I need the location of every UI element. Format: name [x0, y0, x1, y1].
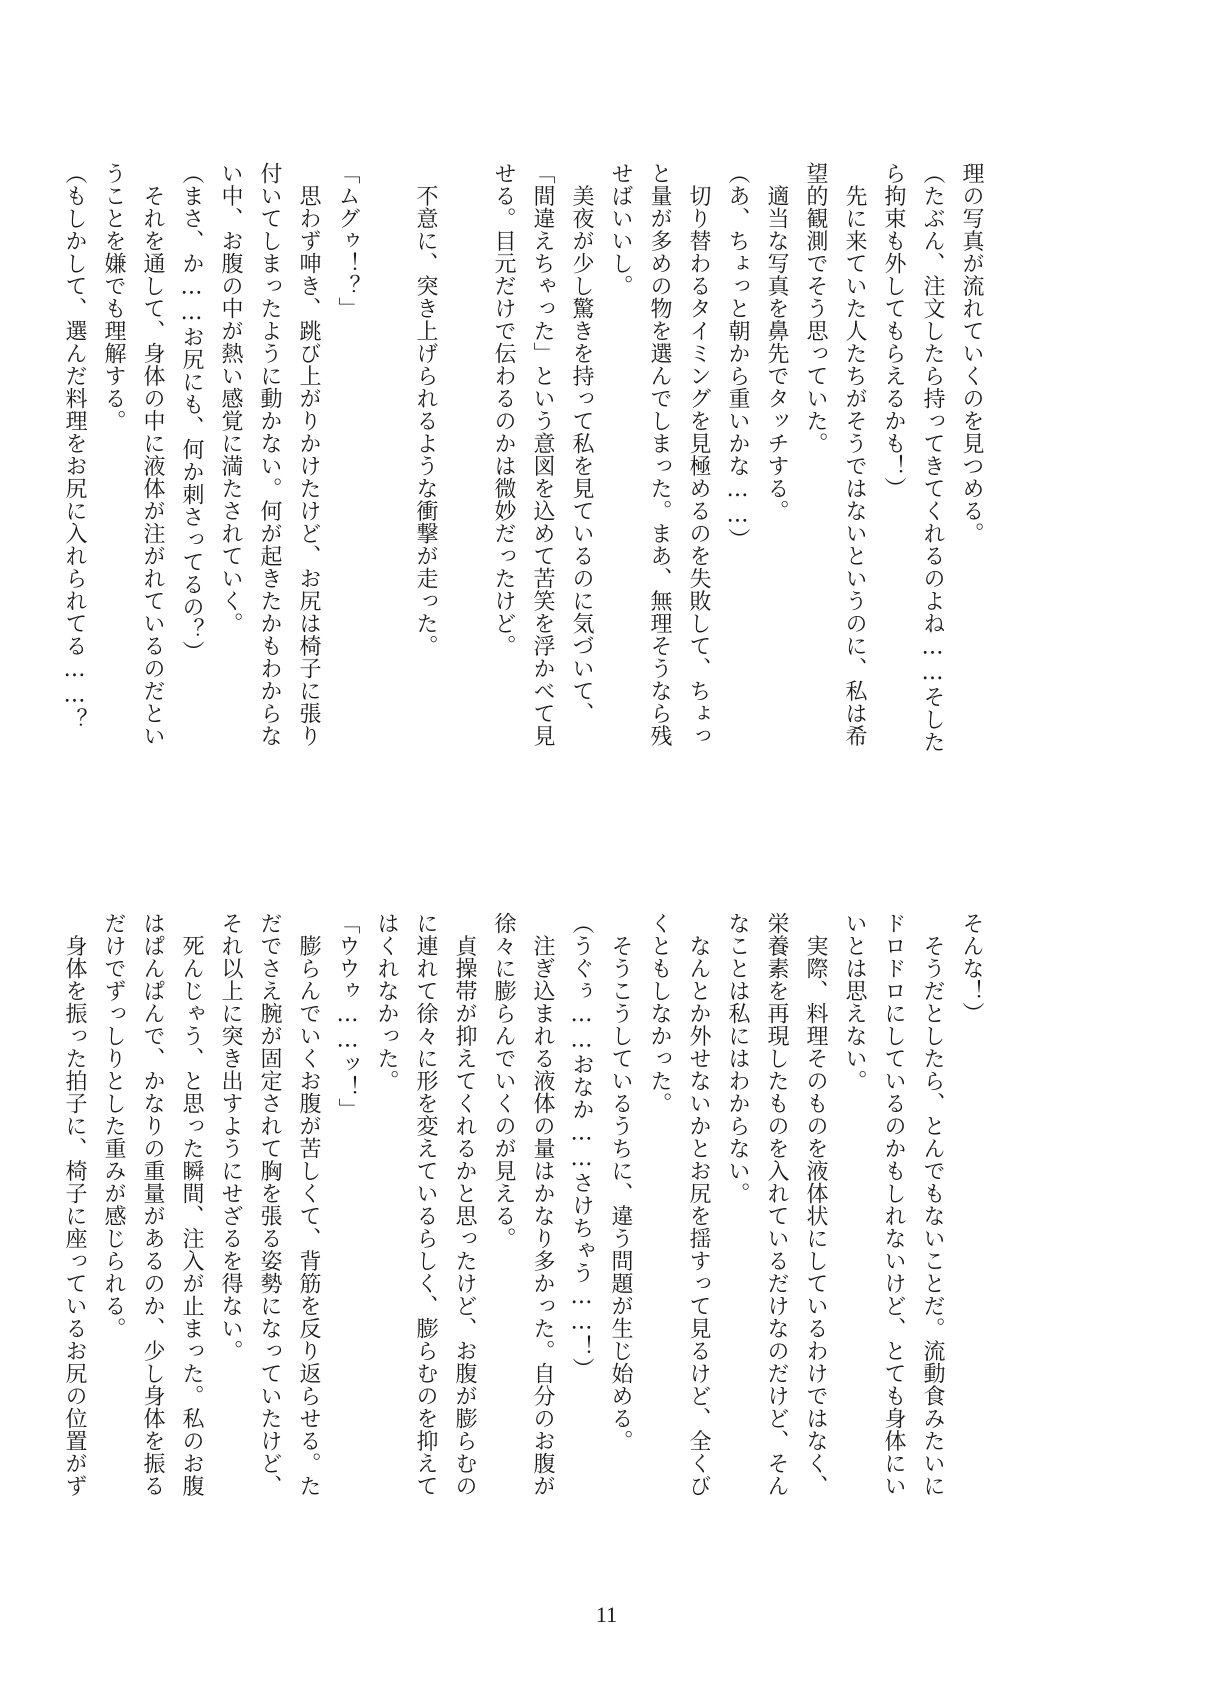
text-line: 望的観測でそう思っていた。 [803, 162, 828, 455]
text-line: だでさえ腕が固定されて胸を張る姿勢になっていたけど、 [257, 912, 282, 1497]
text-line: ら拘束も外してもらえるかも！） [881, 162, 906, 500]
text-column-top [62, 162, 991, 822]
text-line: 死んじゃう、と思った瞬間、注入が止まった。私のお腹 [179, 912, 204, 1497]
text-line: それ以上に突き出すようにせざるを得ない。 [218, 912, 243, 1362]
text-line: 理の写真が流れていくのを見つめる。 [959, 162, 984, 545]
text-line: 「間違えちゃった」という意図を込めて苦笑を浮かべて見 [530, 162, 555, 747]
text-line: 膨らんでいくお腹が苦しくて、背筋を反り返らせる。た [296, 912, 321, 1497]
text-line: 身体を振った拍子に、椅子に座っているお尻の位置がず [62, 912, 87, 1497]
text-line: それを通して、身体の中に液体が注がれているのだとい [140, 162, 165, 747]
text-line: に連れて徐々に形を変えているらしく、膨らむのを抑えて [413, 912, 438, 1497]
text-column-bottom [62, 912, 991, 1572]
text-line: はぱんぱんで、かなりの重量があるのか、少し身体を振る [140, 912, 165, 1497]
text-line: 不意に、突き上げられるような衝撃が走った。 [413, 162, 438, 657]
text-line: せる。目元だけで伝わるのかは微妙だったけど。 [491, 162, 516, 657]
text-line: （あ、ちょっと朝から重いかな……） [725, 162, 750, 551]
text-line: 付いてしまったように動かない。何が起きたかもわからな [257, 162, 282, 747]
text-line: 思わず呻き、跳び上がりかけたけど、お尻は椅子に張り [296, 162, 321, 747]
text-line: 貞操帯が抑えてくれるかと思ったけど、お腹が膨らむの [452, 912, 477, 1497]
text-line [445, 162, 484, 822]
text-line: せばいいし。 [608, 162, 633, 297]
text-line: うことを嫌でも理解する。 [101, 162, 126, 432]
page-number: 11 [595, 1602, 618, 1627]
text-line: 栄養素を再現したものを入れているだけなのだけど、そん [764, 912, 789, 1497]
text-line: （まさ、か……お尻にも、何か刺さってるの？） [179, 162, 204, 663]
text-line: （たぶん、注文したら持ってきてくれるのよね……そした [920, 162, 945, 753]
text-line: そうこうしているうちに、違う問題が生じ始める。 [608, 912, 633, 1452]
text-line: 徐々に膨らんでいくのが見える。 [491, 912, 516, 1250]
text-line: なんとか外せないかとお尻を揺すって見るけど、全くび [686, 912, 711, 1497]
text-line: くともしなかった。 [647, 912, 672, 1115]
text-line: 「ムグゥ！？」 [335, 162, 360, 320]
text-line: なことは私にはわからない。 [725, 912, 750, 1205]
text-line: 注ぎ込まれる液体の量はかなり多かった。自分のお腹が [530, 912, 555, 1497]
text-line: 実際、料理そのものを液体状にしているわけではなく、 [803, 912, 828, 1497]
text-line [367, 162, 406, 822]
text-line: そうだとしたら、とんでもないことだ。流動食みたいに [920, 912, 945, 1497]
text-line: そんな！） [959, 912, 984, 1025]
text-line: 適当な写真を鼻先でタッチする。 [764, 162, 789, 522]
text-line: だけでずっしりとした重みが感じられる。 [101, 912, 126, 1340]
text-line: 美夜が少し驚きを持って私を見ているのに気づいて、 [569, 162, 594, 725]
text-line: ドロドロにしているのかもしれないけど、とても身体にい [881, 912, 906, 1497]
text-line: はくれなかった。 [374, 912, 399, 1092]
text-line: と量が多めの物を選んでしまった。まあ、無理そうなら残 [647, 162, 672, 747]
text-line: 切り替わるタイミングを見極めるのを失敗して、ちょっ [686, 162, 711, 747]
text-line: （もしかして、選んだ料理をお尻に入れられてる……？ [62, 162, 87, 731]
text-line: い中、お腹の中が熱い感覚に満たされていく。 [218, 162, 243, 635]
text-line: 「ウウゥ……ッ！」 [335, 912, 360, 1121]
text-line: （うぐぅ……おなか……さけちゃう……！） [569, 912, 594, 1380]
text-line: 先に来ていた人たちがそうではないというのに、私は希 [842, 162, 867, 747]
text-line: いとは思えない。 [842, 912, 867, 1092]
